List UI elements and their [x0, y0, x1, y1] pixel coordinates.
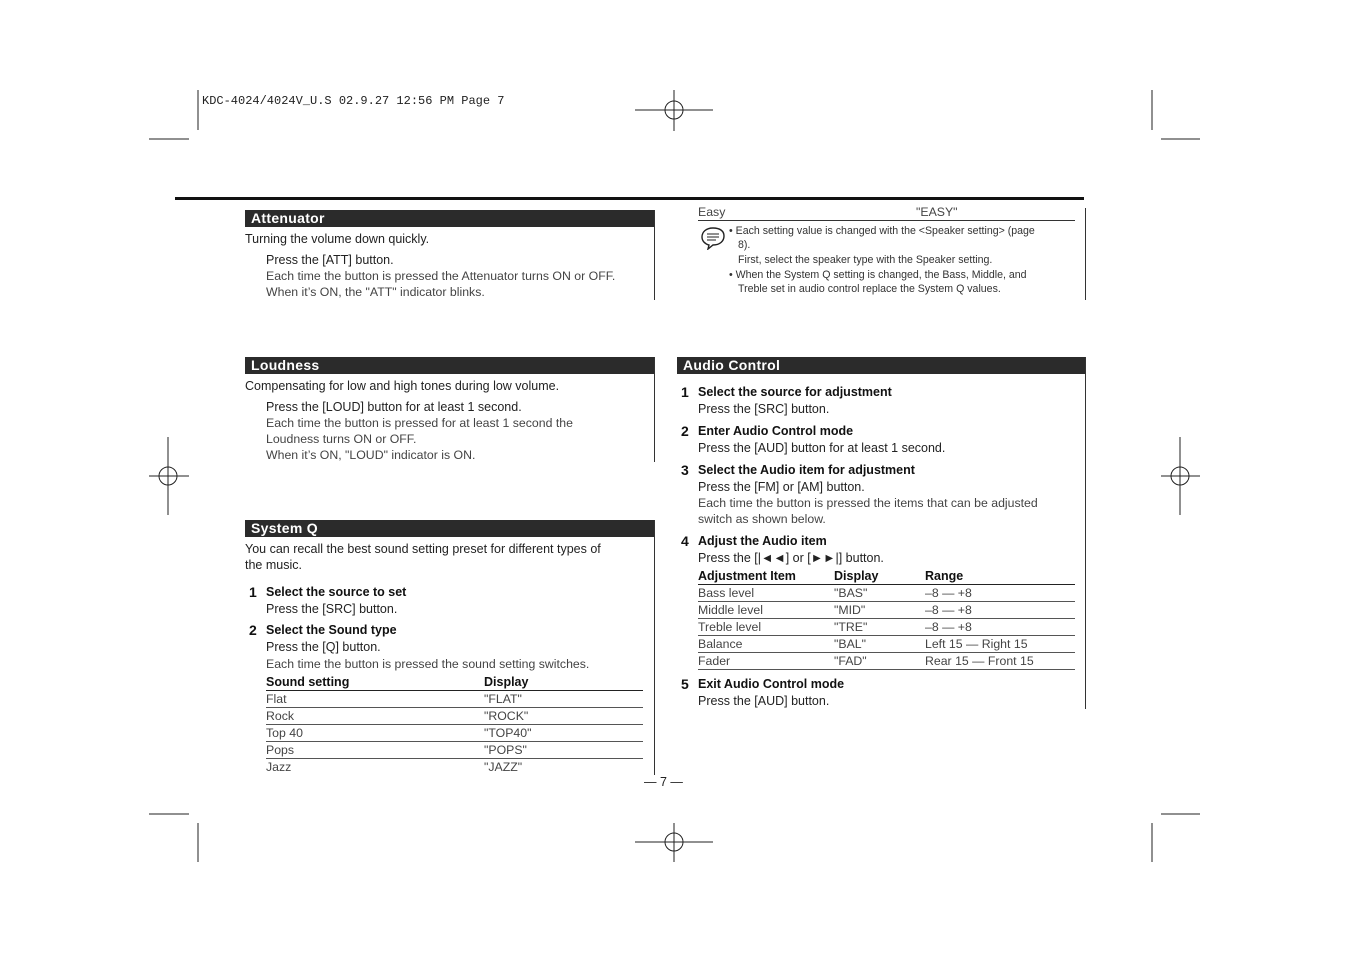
- table-cell: Treble level: [698, 619, 834, 636]
- table-header: Sound setting: [266, 674, 484, 691]
- loudness-line4: When it’s ON, "LOUD" indicator is ON.: [266, 448, 476, 462]
- table-row: [698, 602, 1075, 619]
- table-header: Display: [834, 568, 925, 585]
- attenuator-line1: Press the [ATT] button.: [266, 253, 394, 267]
- loudness-line2: Each time the button is pressed for at least 1 second the: [266, 416, 573, 430]
- table-cell: Flat: [266, 691, 484, 708]
- audio-step1-number: 1: [681, 384, 689, 400]
- note2-line2: Treble set in audio control replace the System Q values.: [738, 283, 1001, 295]
- table-row: [698, 619, 1075, 636]
- note1-line2: 8).: [738, 239, 751, 251]
- table-row: [266, 725, 643, 742]
- audio-step4-title: Adjust the Audio item: [698, 534, 827, 548]
- attenuator-border: [654, 210, 655, 300]
- audio-step3-number: 3: [681, 462, 689, 478]
- table-cell: "ROCK": [484, 708, 643, 725]
- audio-control-header: Audio Control: [677, 357, 1086, 374]
- table-cell: "JAZZ": [484, 760, 523, 774]
- attenuator-intro: Turning the volume down quickly.: [245, 232, 430, 246]
- table-row: [266, 691, 643, 708]
- table-cell: Rear 15 — Front 15: [925, 653, 1075, 670]
- print-header: KDC-4024/4024V_U.S 02.9.27 12:56 PM Page 7: [202, 94, 505, 108]
- loudness-line3: Loudness turns ON or OFF.: [266, 432, 417, 446]
- audio-step5-number: 5: [681, 676, 689, 692]
- attenuator-header: Attenuator: [245, 210, 655, 227]
- audio-step4-number: 4: [681, 533, 689, 549]
- table-cell: "FLAT": [484, 691, 643, 708]
- table-cell: Rock: [266, 708, 484, 725]
- loudness-border: [654, 357, 655, 462]
- table-cell: "FAD": [834, 653, 925, 670]
- audio-control-border: [1085, 357, 1086, 709]
- note-icon: [700, 226, 726, 250]
- table-row: [266, 742, 643, 759]
- audio-step5-text: Press the [AUD] button.: [698, 694, 830, 708]
- loudness-header: Loudness: [245, 357, 655, 374]
- table-row: [266, 759, 643, 776]
- table-row: [698, 585, 1075, 602]
- system-q-step2-text: Press the [Q] button.: [266, 640, 381, 654]
- continued-border: [1085, 208, 1086, 300]
- system-q-step1-text: Press the [SRC] button.: [266, 602, 398, 616]
- note2-line1: • When the System Q setting is changed, the Bass, Middle, and: [729, 269, 1027, 281]
- system-q-step1-number: 1: [249, 584, 257, 600]
- table-cell: "BAL": [834, 636, 925, 653]
- table-cell: Jazz: [266, 760, 292, 774]
- loudness-intro: Compensating for low and high tones during low volume.: [245, 379, 560, 393]
- table-cell: Top 40: [266, 725, 484, 742]
- table-header: Adjustment Item: [698, 568, 834, 585]
- table-row: [266, 708, 643, 725]
- loudness-line1: Press the [LOUD] button for at least 1 second.: [266, 400, 522, 414]
- audio-step2-title: Enter Audio Control mode: [698, 424, 854, 438]
- audio-step1-text: Press the [SRC] button.: [698, 402, 830, 416]
- audio-step3-text3: switch as shown below.: [698, 512, 826, 526]
- audio-step3-text: Press the [FM] or [AM] button.: [698, 480, 865, 494]
- system-q-step1-title: Select the source to set: [266, 585, 407, 599]
- easy-label: Easy: [698, 205, 726, 219]
- note1-line1: • Each setting value is changed with the <Speaker setting> (page: [729, 225, 1035, 237]
- audio-step2-text: Press the [AUD] button for at least 1 second.: [698, 441, 946, 455]
- table-cell: Balance: [698, 636, 834, 653]
- table-header: Display: [484, 674, 643, 691]
- table-header-row: [698, 568, 1075, 585]
- note1-line3: First, select the speaker type with the Speaker setting.: [738, 254, 993, 266]
- table-cell: –8 — +8: [925, 602, 1075, 619]
- table-cell: Bass level: [698, 585, 834, 602]
- table-cell: –8 — +8: [925, 585, 1075, 602]
- table-cell: Middle level: [698, 602, 834, 619]
- table-cell: "MID": [834, 602, 925, 619]
- attenuator-line3: When it’s ON, the "ATT" indicator blinks.: [266, 285, 485, 299]
- page-number: — 7 —: [644, 775, 683, 789]
- audio-step4-text: Press the [|◄◄] or [►►|] button.: [698, 551, 884, 565]
- system-q-step2-text2: Each time the button is pressed the sound setting switches.: [266, 657, 590, 671]
- system-q-step2-number: 2: [249, 622, 257, 638]
- audio-step3-title: Select the Audio item for adjustment: [698, 463, 915, 477]
- table-cell: Pops: [266, 742, 484, 759]
- table-cell: "TRE": [834, 619, 925, 636]
- attenuator-line2: Each time the button is pressed the Attenuator turns ON or OFF.: [266, 269, 616, 283]
- system-q-intro2: the music.: [245, 558, 302, 572]
- table-cell: –8 — +8: [925, 619, 1075, 636]
- easy-display: "EASY": [916, 205, 958, 219]
- table-header: Range: [925, 568, 1075, 585]
- audio-step5-title: Exit Audio Control mode: [698, 677, 845, 691]
- system-q-step2-title: Select the Sound type: [266, 623, 397, 637]
- top-rule: [175, 197, 1084, 200]
- table-row: [698, 636, 1075, 653]
- adjustment-table: [698, 568, 1075, 670]
- table-cell: "POPS": [484, 742, 643, 759]
- system-q-intro1: You can recall the best sound setting preset for different types of: [245, 542, 601, 556]
- system-q-header: System Q: [245, 520, 655, 537]
- table-cell: Left 15 — Right 15: [925, 636, 1075, 653]
- table-row: [698, 653, 1075, 670]
- table-cell: "BAS": [834, 585, 925, 602]
- audio-step2-number: 2: [681, 423, 689, 439]
- audio-step3-text2: Each time the button is pressed the items that can be adjusted: [698, 496, 1038, 510]
- system-q-border: [654, 520, 655, 775]
- table-cell: Fader: [698, 653, 834, 670]
- table-header-row: [266, 674, 643, 691]
- table-cell: "TOP40": [484, 725, 643, 742]
- audio-step1-title: Select the source for adjustment: [698, 385, 892, 399]
- sound-setting-table: [266, 674, 643, 775]
- easy-row-line: [698, 220, 1075, 221]
